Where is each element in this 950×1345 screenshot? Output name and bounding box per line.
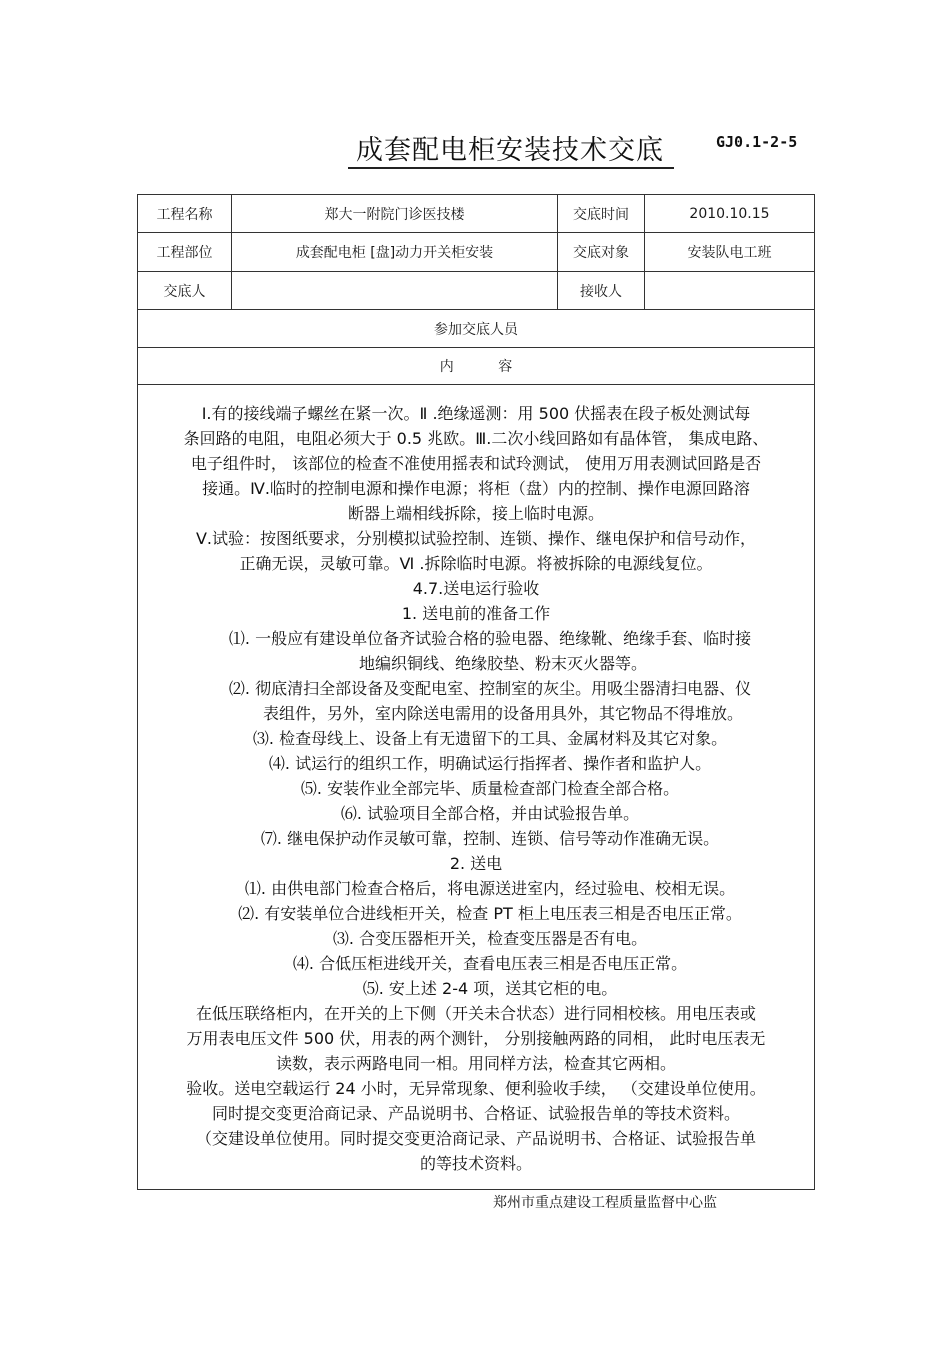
content-line: 电子组件时， 该部位的检查不准使用摇表和试玲测试， 使用万用表测试回路是否 xyxy=(190,453,762,473)
power-item: ⑸. 安上述 2-4 项，送其它柜的电。 xyxy=(362,978,618,998)
content-header-label: 内 容 xyxy=(439,359,513,375)
receiver-label: 接收人 xyxy=(558,272,645,310)
prep-item: ⑹. 试验项目全部合格，并由试验报告单。 xyxy=(340,803,640,823)
project-part-label: 工程部位 xyxy=(138,233,232,272)
prep-item: ⑷. 试运行的组织工作，明确试运行指挥者、操作者和监护人。 xyxy=(268,753,712,773)
row-people xyxy=(138,272,815,310)
content-line: 正确无误，灵敏可靠。Ⅵ .拆除临时电源。将被拆除的电源线复位。 xyxy=(239,553,713,573)
content-line: 接通。Ⅳ.临时的控制电源和操作电源；将柜（盘）内的控制、操作电源回路溶 xyxy=(202,478,750,498)
document-code: GJ0.1-2-5 xyxy=(716,133,798,151)
handover-time-label: 交底时间 xyxy=(558,195,645,233)
content-line: 验收。送电空载运行 24 小时，无异常现象、便利验收手续， （交建设单位使用。 xyxy=(186,1078,766,1098)
row-participants xyxy=(138,310,815,348)
footer-note: 郑州市重点建设工程质量监督中心监 xyxy=(493,1195,717,1211)
content-line: 的等技术资料。 xyxy=(419,1153,532,1173)
content-line: 读数，表示两路电同一相。用同样方法，检查其它两相。 xyxy=(275,1053,676,1073)
row-project-part xyxy=(138,233,815,272)
content-body xyxy=(138,399,814,1176)
prep-item: ⑴. 一般应有建设单位备齐试验合格的验电器、绝缘靴、绝缘手套、临时接 xyxy=(228,628,752,648)
row-content-header xyxy=(138,348,815,385)
content-cell xyxy=(138,385,815,1190)
handover-target-value: 安装队电工班 xyxy=(645,233,815,272)
content-line: Ⅰ.有的接线端子螺丝在紧一次。Ⅱ .绝缘遥测：用 500 伏摇表在段子板处测试每 xyxy=(201,403,751,423)
handover-table xyxy=(137,194,815,1190)
content-line: 同时提交变更洽商记录、产品说明书、合格证、试验报告单的等技术资料。 xyxy=(211,1103,740,1123)
power-item: ⑴. 由供电部门检查合格后，将电源送进室内，经过验电、校相无误。 xyxy=(244,878,736,898)
content-line: 万用表电压文件 500 伏，用表的两个测针， 分别接触两路的同相， 此时电压表无 xyxy=(186,1028,766,1048)
content-header xyxy=(138,348,815,385)
handover-target-label: 交底对象 xyxy=(558,233,645,272)
title-underline xyxy=(348,167,674,169)
content-line: 在低压联络柜内，在开关的上下侧（开关未合状态）进行同相校核。用电压表或 xyxy=(195,1003,756,1023)
prep-item: ⑶. 检查母线上、设备上有无遗留下的工具、金属材料及其它对象。 xyxy=(252,728,728,748)
prep-item: ⑸. 安装作业全部完毕、质量检查部门检查全部合格。 xyxy=(300,778,680,798)
receiver-value xyxy=(645,272,815,310)
content-line: 断器上端相线拆除，接上临时电源。 xyxy=(347,503,604,523)
row-content xyxy=(138,385,815,1190)
content-line: （交建设单位使用。同时提交变更洽商记录、产品说明书、合格证、试验报告单 xyxy=(195,1128,756,1148)
subsection-heading: 2. 送电 xyxy=(449,853,503,873)
project-part-value: 成套配电柜 [盘]动力开关柜安装 xyxy=(232,233,558,272)
presenter-label: 交底人 xyxy=(138,272,232,310)
handover-time-value: 2010.10.15 xyxy=(645,195,815,233)
participants-label: 参加交底人员 xyxy=(138,310,815,348)
power-item: ⑶. 合变压器柜开关，检查变压器是否有电。 xyxy=(332,928,648,948)
power-item: ⑵. 有安装单位合进线柜开关，检查 PT 柜上电压表三相是否电压正常。 xyxy=(238,903,742,923)
project-name-value: 郑大一附院门诊医技楼 xyxy=(232,195,558,233)
content-line: 条回路的电阻，电阻必须大于 0.5 兆欧。Ⅲ.二次小线回路如有晶体管， 集成电路、 xyxy=(183,428,769,448)
subsection-heading: 1. 送电前的准备工作 xyxy=(401,603,551,623)
section-heading: 4.7.送电运行验收 xyxy=(412,578,540,598)
document-title: 成套配电柜安装技术交底 xyxy=(356,135,664,166)
power-item: ⑷. 合低压柜进线开关，查看电压表三相是否电压正常。 xyxy=(292,953,688,973)
content-line: Ⅴ.试验：按图纸要求，分别模拟试验控制、连锁、操作、继电保护和信号动作， xyxy=(195,528,757,548)
prep-item: ⑵. 彻底清扫全部设备及变配电室、控制室的灰尘。用吸尘器清扫电器、仪 xyxy=(228,678,752,698)
prep-item: ⑺. 继电保护动作灵敏可靠，控制、连锁、信号等动作准确无误。 xyxy=(260,828,720,848)
prep-item-continued: 表组件，另外，室内除送电需用的设备用具外，其它物品不得堆放。 xyxy=(262,703,743,723)
row-project-name xyxy=(138,195,815,233)
presenter-value xyxy=(232,272,558,310)
project-name-label: 工程名称 xyxy=(138,195,232,233)
prep-item-continued: 地编织铜线、绝缘胶垫、粉末灭火器等。 xyxy=(358,653,647,673)
